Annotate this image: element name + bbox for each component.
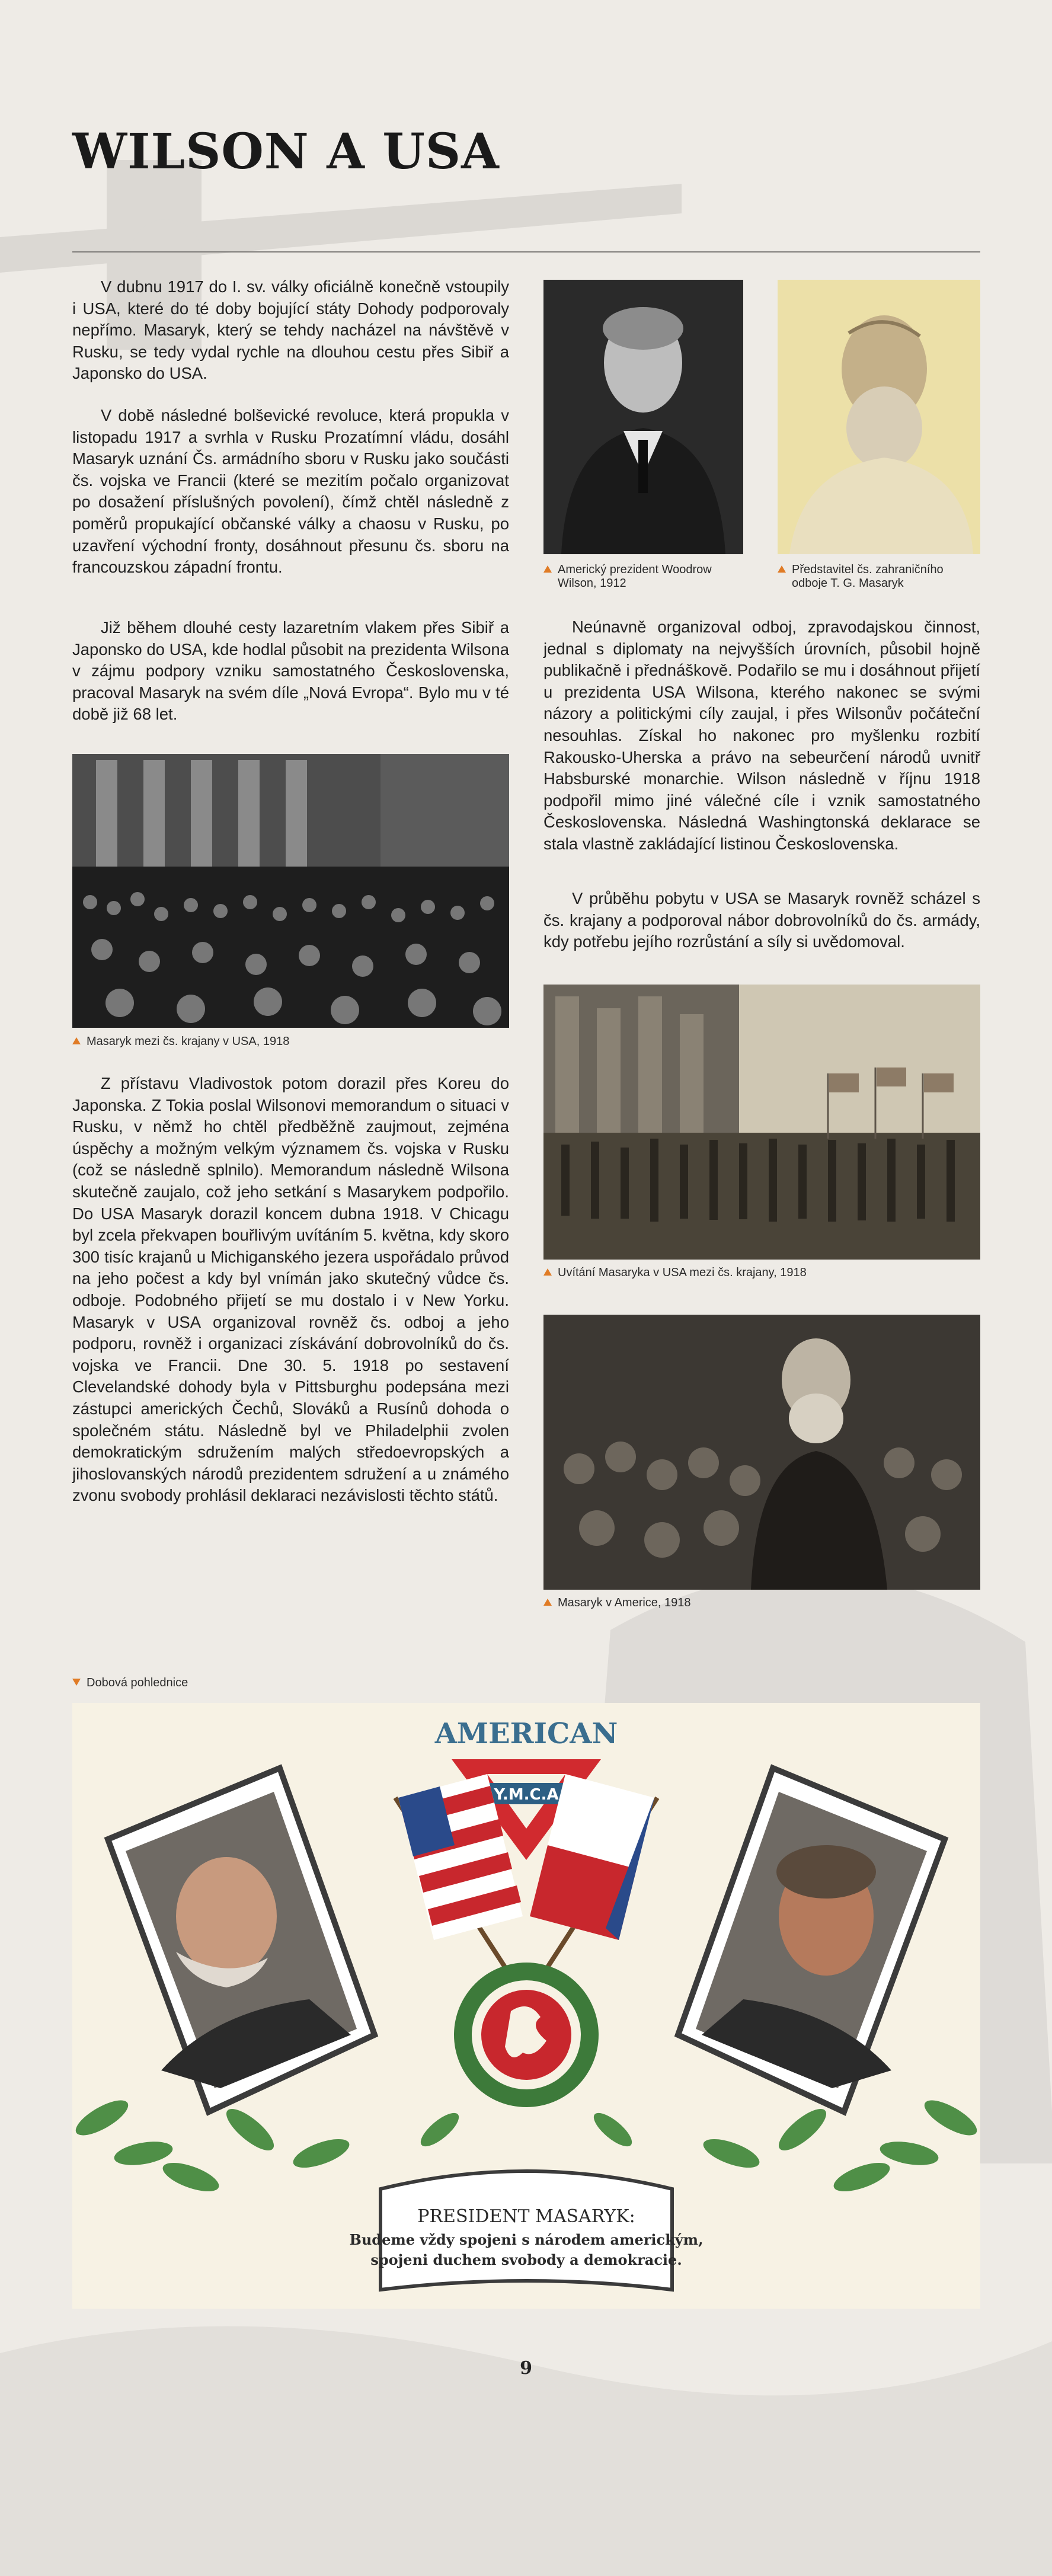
- left-paragraph-3: Již během dlouhé cesty lazaretním vlakem přes Sibiř a Japonsko do USA, kde hodlal působit na prezidenta Wilsona v zájmu podpory vzniku samostatného Československa, pracoval Masaryk na svém díle „Nová Evropa“. Bylo mu v té době již 68 let.: [72, 618, 509, 724]
- postcard-header: AMERICAN: [434, 1717, 618, 1750]
- postcard-footer-line2: spojeni duchem svobody a demokracie.: [370, 2251, 682, 2268]
- parade-photo-caption: Uvítání Masaryka v USA mezi čs. krajany, 1918: [543, 1266, 980, 1280]
- caption-triangle-icon: [543, 565, 552, 573]
- ymca-badge-label: Y.M.C.A: [494, 1786, 559, 1804]
- left-paragraph-4: Z přístavu Vladivostok potom dorazil přes Koreu do Japonska. Z Tokia poslal Wilsonovi memorandum o situaci v Rusku, v němž ho chtěl předběžně zaujmout, zejména úspěchy a možným velkým významem čs. vojska v Rusku (což se následně splnilo). Memorandum následně Wilsona skutečně zaujalo, což jeho setkání s Masarykem podpořilo. Do USA Masaryk dorazil koncem dubna 1918. V Chicagu byl zcela překvapen bouřlivým uvítáním 5. května, kdy skoro 300 tisíc krajanů u Michiganského jezera uspořádalo průvod na jeho počest a kdy byl vnímán jako skutečný vůdce čs. odboje. Podobného přijetí se mu dostalo i v New Yorku. Masaryk v USA organizoval rovněž čs. odboj a jeho podporu, rovněž i organizaci získávání dobrovolníků do čs. vojska ve Francii. Dne 30. 5. 1918 po sestavení Clevelandské dohody byla v Pittsburghu podepsána mezi zástupci amerických Čechů, Slováků a Rusínů dohoda o společném státu. Následně byl ve Philadelphii zvolen demokratickým sdružením malých středoevropských a jihoslovanských národů prezidentem sdružení a u známého zvonu svobody prohlásil deklaraci nezávislosti těchto států.: [72, 1074, 509, 1505]
- postcard-footer-title: PRESIDENT MASARYK:: [417, 2206, 635, 2227]
- america-photo-image: [543, 1315, 980, 1590]
- wilson-portrait: [543, 280, 743, 554]
- crowd-photo-caption: Masaryk mezi čs. krajany v USA, 1918: [72, 1035, 509, 1049]
- page-number: 9: [520, 2358, 532, 2379]
- wilson-caption: Americký prezident Woodrow Wilson, 1912: [543, 563, 743, 590]
- postcard-illustration: [72, 1703, 980, 2309]
- caption-triangle-icon: [72, 1037, 81, 1044]
- left-paragraph-2: V době následné bolševické revoluce, která propukla v listopadu 1917 a svrhla v Rusku Prozatímní vládu, dosáhl Masaryk uznání Čs. armádního sboru v Rusku jako součásti čs. vojska ve Francii (které se mezitím počalo organizovat po dosažení příslušných povolení), čímž chtěl následně z poměrů propukající občanské války a chaosu v Rusku, po uzavření východní fronty, dosáhnout přesunu čs. sboru na francouzskou západní frontu.: [72, 406, 509, 577]
- masaryk-portrait-image: [778, 280, 980, 554]
- crowd-photo-image: [72, 754, 509, 1028]
- left-paragraph-1: V dubnu 1917 do I. sv. války oficiálně konečně vstoupily i USA, které do té doby bojující státy Dohody podporovaly nepřímo. Masaryk, který se tehdy nacházel na návštěvě v Rusku, se tedy vydal rychle na dlouhou cestu přes Sibiř a Japonsko do USA.: [72, 277, 509, 383]
- right-paragraph-1: Neúnavně organizoval odboj, zpravodajskou činnost, jednal s diplomaty na nejvyšších úrovních, působil hojně publikačně i přednáškově. Podařilo se mu i dosáhnout přijetí u prezidenta USA Wilsona, kterého nakonec se svými názory a politickými cíly zaujal, i přes Wilsonův počáteční nesouhlas. Získal ho nakonec pro myšlenku rozbití Rakousko-Uherska a právo na sebeurčení národů uvnitř Habsburské monarchie. Wilson následně v říjnu 1918 podpořil mimo jiné válečné cíle i vznik samostatného Československa. Následná Washingtonská deklarace se stala vlastně zakládající listinou Československa.: [543, 618, 980, 853]
- caption-triangle-down-icon: [72, 1679, 81, 1686]
- masaryk-portrait: [778, 280, 980, 554]
- postcard-image: [72, 1703, 980, 2309]
- masaryk-caption: Představitel čs. zahraničního odboje T. G. Masaryk: [778, 563, 980, 590]
- caption-triangle-icon: [543, 1268, 552, 1276]
- crowd-photo: [72, 754, 509, 1028]
- america-photo-caption: Masaryk v Americe, 1918: [543, 1596, 980, 1610]
- postcard-footer-line1: Budeme vždy spojeni s národem americkým,: [349, 2231, 704, 2248]
- caption-triangle-icon: [543, 1599, 552, 1606]
- caption-triangle-icon: [778, 565, 786, 573]
- america-photo: [543, 1315, 980, 1590]
- wilson-portrait-image: [543, 280, 743, 554]
- postcard-caption: Dobová pohlednice: [72, 1676, 428, 1690]
- title-divider: [72, 251, 980, 253]
- right-paragraph-2: V průběhu pobytu v USA se Masaryk rovněž scházel s čs. krajany a podporoval nábor dobrovolníků do čs. armády, kdy potřebu jejího rozrůstání a síly si uvědomoval.: [543, 889, 980, 951]
- page-title: WILSON A USA: [72, 123, 500, 180]
- parade-photo: [543, 985, 980, 1260]
- postcard-banner: [380, 2171, 672, 2290]
- parade-photo-image: [543, 985, 980, 1260]
- bottom-watermark-icon: [0, 2282, 1052, 2576]
